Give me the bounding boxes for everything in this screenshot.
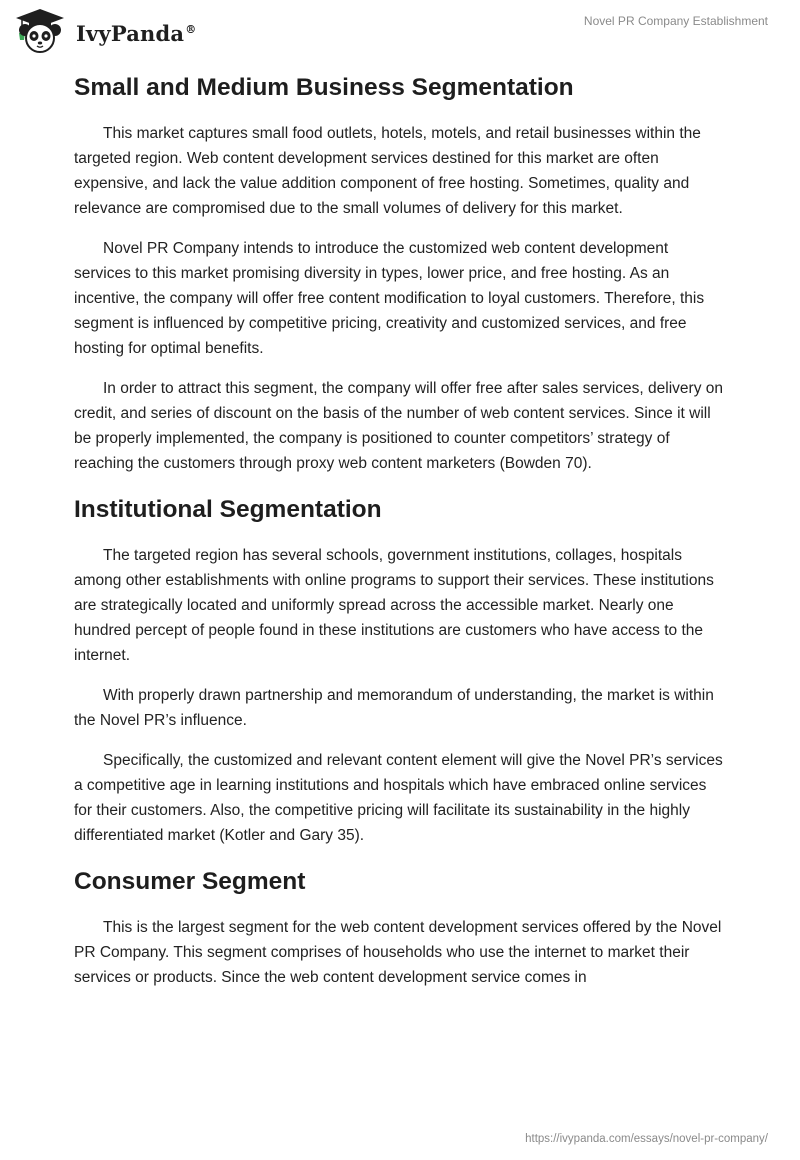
section-heading-consumer: Consumer Segment [74, 868, 306, 895]
section-heading-institutional: Institutional Segmentation [74, 496, 382, 523]
paragraph: Novel PR Company intends to introduce the customized web content development services to this market promising diversity in types, lower price, and free hosting. As an incentive, the company will offer free content modification to loyal customers. Therefore, this segment is influenced by competitive pricing, creativity and customized services, and free hosting for optimal benefits. [74, 240, 705, 357]
logo-wordmark: IvyPanda® [76, 20, 197, 46]
section-heading-small-medium-business: Small and Medium Business Segmentation [74, 74, 574, 101]
source-url[interactable]: https://ivypanda.com/essays/novel-pr-company/ [525, 1133, 768, 1145]
paragraph: Specifically, the customized and relevant content element will give the Novel PR’s services a competitive age in learning institutions and hospitals which have embraced online services for their customers. Also, the competitive pricing will facilitate its sustainability in the highly differentiated market (Kotler and Gary 35). [74, 752, 723, 844]
paragraph: The targeted region has several schools, government institutions, collages, hospitals among other establishments with online programs to support their services. These institutions are strategically located and uniformly spread across the accessible market. Nearly one hundred percept of people found in these institutions are customers who have access to the internet. [74, 547, 714, 664]
essay-content [74, 72, 724, 1005]
panda-graduate-icon [14, 8, 66, 54]
paragraph: This market captures small food outlets, hotels, motels, and retail businesses within the targeted region. Web content development services destined for this market are often expensive, and lack the value addition component of free hosting. Sometimes, quality and relevance are compromised due to the small volumes of delivery for this market. [74, 125, 701, 217]
paragraph: In order to attract this segment, the company will offer free after sales services, delivery on credit, and series of discount on the basis of the number of web content services. Since it will be properly implemented, the company is positioned to counter competitors’ strategy of reaching the customers through proxy web content marketers (Bowden 70). [74, 380, 723, 472]
paragraph: This is the largest segment for the web content development services offered by the Novel PR Company. This segment comprises of households who use the internet to market their services or products. Since the web content development service comes in [74, 919, 722, 986]
registered-mark: ® [185, 22, 197, 36]
paragraph: With properly drawn partnership and memorandum of understanding, the market is within the Novel PR’s influence. [74, 687, 714, 729]
document-title: Novel PR Company Establishment [583, 14, 768, 28]
ivypanda-logo[interactable] [14, 8, 196, 54]
page-header [0, 0, 800, 60]
